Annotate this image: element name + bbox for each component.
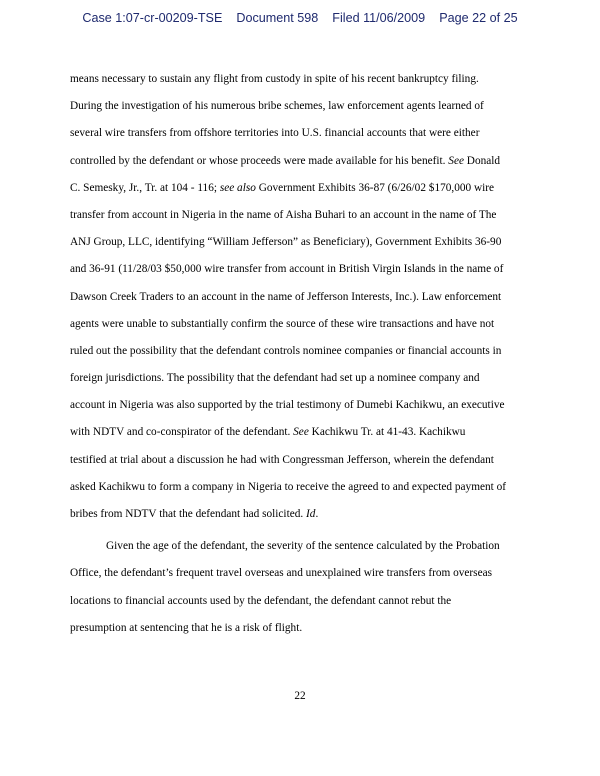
paragraph-2 <box>70 533 532 642</box>
text-line: asked Kachikwu to form a company in Nigeria to receive the agreed to and expected payment of <box>70 480 507 493</box>
text-line: locations to financial accounts used by the defendant, the defendant cannot rebut the <box>70 594 452 607</box>
text-line: agents were unable to substantially confirm the source of these wire transactions and have not <box>70 317 495 330</box>
text-line <box>70 148 532 175</box>
paragraph-1 <box>70 66 532 528</box>
text-line <box>70 419 532 446</box>
citation-signal: See <box>448 154 464 167</box>
text-run: Kachikwu Tr. at 41-43. Kachikwu <box>308 426 466 439</box>
citation-signal: Id <box>306 508 316 520</box>
text-line: ANJ Group, LLC, identifying “William Jefferson” as Beneficiary), Government Exhibits 36-90 <box>70 236 502 249</box>
document-body <box>70 66 532 642</box>
text-line: Given the age of the defendant, the severity of the sentence calculated by the Probation <box>106 540 500 553</box>
page-count: Page 22 of 25 <box>439 11 518 25</box>
text-run: Donald <box>463 154 501 167</box>
text-line: means necessary to sustain any flight from custody in spite of his recent bankruptcy filing. <box>70 73 479 85</box>
text-run: Government Exhibits 36-87 (6/26/02 $170,000 wire <box>255 181 495 194</box>
citation-signal: See <box>293 426 309 439</box>
text-line: Office, the defendant’s frequent travel overseas and unexplained wire transfers from overseas <box>70 567 492 580</box>
text-line: presumption at sentencing that he is a risk of flight. <box>70 621 303 634</box>
case-number: Case 1:07-cr-00209-TSE <box>82 11 223 25</box>
page-number: 22 <box>294 690 306 702</box>
document-number: Document 598 <box>236 11 319 25</box>
text-line: ruled out the possibility that the defendant controls nominee companies or financial accounts in <box>70 344 502 357</box>
text-run: controlled by the defendant or whose proceeds were made available for his benefit. <box>70 154 449 167</box>
text-line: During the investigation of his numerous bribe schemes, law enforcement agents learned of <box>70 100 484 113</box>
text-run: C. Semesky, Jr., Tr. at 104 - 116; <box>70 181 220 194</box>
text-run: with NDTV and co-conspirator of the defendant. <box>70 426 294 439</box>
citation-signal: see also <box>219 181 256 194</box>
text-line: Dawson Creek Traders to an account in the name of Jefferson Interests, Inc.). Law enforcement <box>70 290 502 303</box>
text-line: and 36-91 (11/28/03 $50,000 wire transfer from account in British Virgin Islands in the name of <box>70 263 504 276</box>
text-line: foreign jurisdictions. The possibility that the defendant had set up a nominee company and <box>70 372 480 385</box>
text-line: several wire transfers from offshore territories into U.S. financial accounts that were either <box>70 127 480 140</box>
text-line <box>70 175 532 202</box>
text-line: transfer from account in Nigeria in the name of Aisha Buhari to an account in the name of The <box>70 208 497 221</box>
filed-date: Filed 11/06/2009 <box>332 11 426 25</box>
text-run: bribes from NDTV that the defendant had solicited. <box>70 508 307 520</box>
text-line: testified at trial about a discussion he had with Congressman Jefferson, wherein the defendant <box>70 453 494 466</box>
text-line <box>70 501 532 528</box>
text-run: . <box>315 508 319 520</box>
filing-header <box>0 11 600 25</box>
text-line: account in Nigeria was also supported by the trial testimony of Dumebi Kachikwu, an executive <box>70 399 505 412</box>
